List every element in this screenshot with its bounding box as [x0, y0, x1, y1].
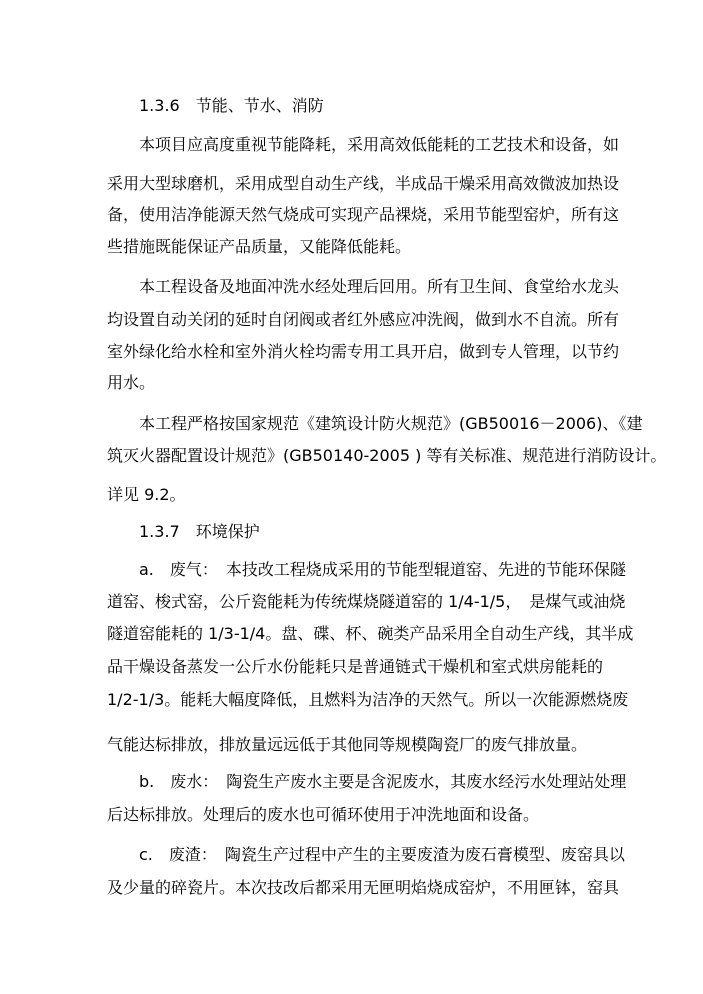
paragraph-line: 本工程设备及地面冲洗水经处理后回用。所有卫生间、食堂给水龙头 — [139, 277, 620, 296]
paragraph-line: 均设置自动关闭的延时自闭阀或者红外感应冲洗阀，做到水不自流。所有 — [107, 310, 620, 329]
section-heading-1-3-6: 1.3.6 节能、节水、消防 — [139, 96, 324, 115]
paragraph-line: 备，使用洁净能源天然气烧成可实现产品裸烧，采用节能型窑炉，所有这 — [107, 205, 620, 224]
paragraph-line: 品干燥设备蒸发一公斤水份能耗只是普通链式干燥机和室式烘房能耗的 — [107, 657, 604, 676]
paragraph-line: 些措施既能保证产品质量，又能降低能耗。 — [107, 237, 412, 256]
section-heading-1-3-7: 1.3.7 环境保护 — [139, 522, 260, 541]
paragraph-line: 本工程严格按国家规范《建筑设计防火规范》(GB50016－2006)、《建 — [139, 414, 643, 433]
paragraph-line: 1/2-1/3。能耗大幅度降低，且燃料为洁净的天然气。所以一次能源燃烧废 — [107, 690, 629, 709]
paragraph-line: 本项目应高度重视节能降耗，采用高效低能耗的工艺技术和设备，如 — [139, 135, 620, 154]
paragraph-line: 筑灭火器配置设计规范》(GB50140-2005 ) 等有关标准、规范进行消防设计。 — [107, 446, 667, 465]
paragraph-line: a. 废气： 本技改工程烧成采用的节能型辊道窑、先进的节能环保隧 — [139, 560, 626, 579]
paragraph-line: 气能达标排放，排放量远远低于其他同等规模陶瓷厂的废气排放量。 — [107, 735, 588, 754]
paragraph-line: 道窑、梭式窑，公斤瓷能耗为传统煤烧隧道窑的 1/4-1/5， 是煤气或油烧 — [107, 592, 626, 611]
paragraph-line: 采用大型球磨机，采用成型自动生产线，半成品干燥采用高效微波加热设 — [107, 174, 620, 193]
paragraph-line: 后达标排放。处理后的废水也可循环使用于冲洗地面和设备。 — [107, 805, 540, 824]
paragraph-line: 用水。 — [107, 373, 156, 392]
paragraph-line: 隧道窑能耗的 1/3-1/4。盘、碟、杯、碗类产品采用全自动生产线，其半成 — [107, 624, 634, 643]
paragraph-line: b. 废水： 陶瓷生产废水主要是含泥废水，其废水经污水处理站处理 — [139, 772, 627, 791]
paragraph-line: 及少量的碎瓷片。本次技改后都采用无匣明焰烧成窑炉，不用匣钵，窑具 — [107, 878, 620, 897]
paragraph-line: 室外绿化给水栓和室外消火栓均需专用工具开启，做到专人管理，以节约 — [107, 342, 620, 361]
paragraph-line: 详见 9.2。 — [107, 485, 186, 504]
paragraph-line: c. 废渣： 陶瓷生产过程中产生的主要废渣为废石膏模型、废窑具以 — [139, 845, 625, 864]
